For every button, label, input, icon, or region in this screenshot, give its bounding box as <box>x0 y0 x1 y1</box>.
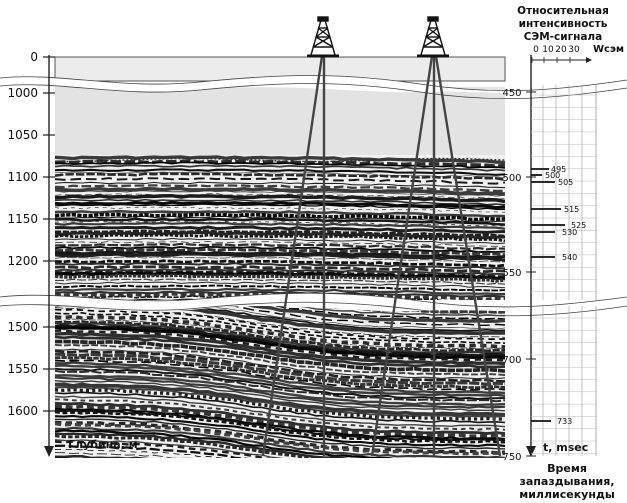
depth-tick-label: 1150 <box>7 212 38 226</box>
depth-tick-label: 1100 <box>7 170 38 184</box>
signal-marker-label: 495 <box>551 165 567 174</box>
caption-line-1: Время <box>547 462 587 475</box>
signal-title-line-3: СЭМ-сигнала <box>523 31 603 43</box>
depth-tick-label: 1600 <box>7 404 38 418</box>
depth-axis-arrow <box>44 446 54 457</box>
time-tick-label: 700 <box>502 355 522 366</box>
signal-symbol: Wсэм <box>593 44 625 55</box>
signal-grid <box>531 85 596 456</box>
signal-title-line-1: Относительная <box>517 5 609 17</box>
derricks <box>307 17 449 56</box>
signal-marker-label: 505 <box>558 178 574 187</box>
caption-line-3: миллисекунды <box>519 488 615 501</box>
depth-tick-label: 1000 <box>7 86 38 100</box>
caption-line-2: запаздывания, <box>519 475 615 488</box>
upper-grey-zone <box>55 87 505 162</box>
depth-axis-label: Глубина, м <box>68 438 138 451</box>
signal-scale-tick-label: 20 <box>555 45 567 55</box>
depth-tick-label: 1050 <box>7 128 38 142</box>
signal-marker-label: 525 <box>571 221 587 230</box>
time-tick-label: 500 <box>502 173 522 184</box>
time-axis-arrow <box>526 446 536 457</box>
signal-title-line-2: интенсивность <box>518 18 608 30</box>
time-tick-label: 450 <box>502 88 522 99</box>
time-tick-label: 750 <box>502 452 522 463</box>
signal-marker-label: 515 <box>564 205 580 214</box>
signal-marker-label: 733 <box>557 417 573 426</box>
signal-markers <box>531 165 586 426</box>
signal-scale-tick-label: 30 <box>568 45 580 55</box>
bottom-caption <box>519 462 615 501</box>
time-axis-label: t, msec <box>543 441 589 454</box>
signal-scale-tick-label: 10 <box>542 45 554 55</box>
depth-ticks <box>7 50 55 418</box>
signal-marker-label: 540 <box>562 253 578 262</box>
signal-marker-label: 530 <box>562 228 578 237</box>
signal-panel-title <box>517 5 609 43</box>
depth-tick-label: 1200 <box>7 254 38 268</box>
signal-scale-tick-label: 0 <box>533 45 539 55</box>
signal-marker-label: 500 <box>545 171 561 180</box>
depth-tick-label: 1500 <box>7 320 38 334</box>
depth-tick-label: 1550 <box>7 362 38 376</box>
depth-tick-label: 0 <box>30 50 38 64</box>
derrick-left-icon <box>307 17 339 56</box>
time-tick-label: 550 <box>502 268 522 279</box>
derrick-right-icon <box>417 17 449 56</box>
